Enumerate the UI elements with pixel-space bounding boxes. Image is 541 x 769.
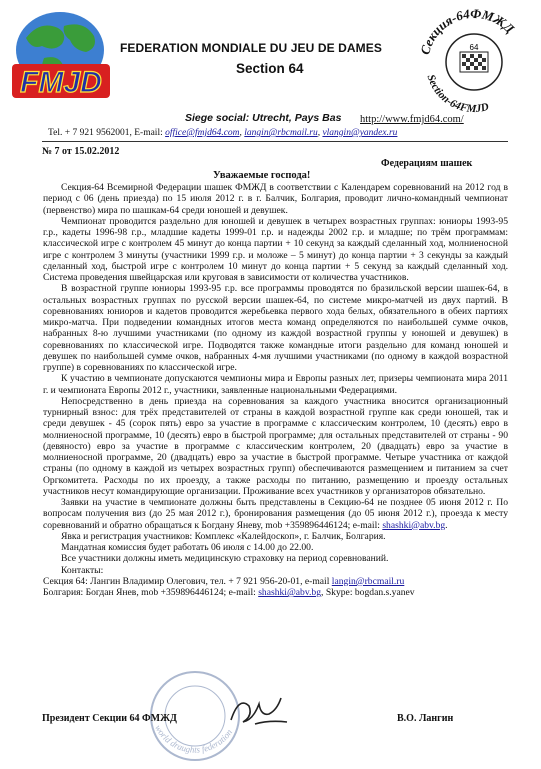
letter-body (43, 182, 508, 598)
contact-line-skype: , Skype: bogdan.s.yanev (321, 587, 415, 598)
siege-social: Siege social: Utrecht, Pays Bas (185, 112, 342, 124)
svg-text:Секция-64ФМЖД (417, 6, 518, 56)
website-link[interactable]: http://www.fmjd64.com/ (360, 114, 464, 125)
paragraph-text: Заявки на участие в чемпионате должны быть представлены в Секцию-64 не позднее 05 июня 2012 г. По вопросам получения виз (до 25 мая 2012 г.), бронирования размещения (до 05 июня 2012 г.), проезда к месту соревнований и обратно обращаться к Богдану Яневу, mob +359896446124; e-mail: (43, 497, 508, 531)
paragraph: Секция-64 Всемирной Федерации шашек ФМЖД в соответствии с Календарем соревнований на 2012 год в период с 06 (день приезда) по 15 июля 2012 г. в г. Балчик, Болгария, проводит лично-командный чемпионат (первенство) мира по шашкам-64 среди юношей и девушек. (43, 182, 508, 216)
paragraph: В возрастной группе юниоры 1993-95 г.р. все программы проводятся по бразильской версии шашек-64, в остальных возрастных группах по русской версии шашек-64, по системе микро-матчей из двух партий. В соревнованиях юниоров и кадетов проводится жеребьевка первого хода белых, обязательного в обеих партиях микро-матча. При подведении командных итогов места команд определяются по наибольшей сумме очков, набранных 8-ю лучшими участниками (по одному из каждой возрастной группы у юношей и девушек) в соревнованиях по классической игре. Подводятся также командные итоги раздельно для команд юношей и девушек по наибольшей сумме очков, набранных 4-мя лучшими участниками (по одному в каждой возрастной группе) в соревнованиях по классической игре. (43, 283, 508, 373)
contact-line-section (43, 576, 508, 587)
paragraph: Все участники должны иметь медицинскую страховку на период соревнований. (61, 553, 389, 565)
email-shashki-contact-link[interactable]: shashki@abv.bg (258, 587, 322, 598)
fmjd-logo (4, 8, 120, 108)
paragraph-applications (43, 497, 508, 531)
paragraph: К участию в чемпионате допускаются чемпионы мира и Европы разных лет, призеры чемпионата мира 2011 г. и чемпионата Европы 2012 г., участники, заявленные национальными Федерациями. (43, 373, 508, 396)
president-title: Президент Секции 64 ФМЖД (42, 713, 177, 724)
contact-tel: Tel. + 7 921 9562001, E-mail: (48, 128, 166, 138)
logo-letters: FMJD (20, 66, 102, 99)
section-title: Section 64 (236, 61, 304, 76)
seal-bottom-text: Section-64FMJD (424, 73, 491, 116)
stamp-text: world draughts federation (153, 723, 235, 755)
paragraph: Чемпионат проводится раздельно для юношей и девушек в четырех возрастных группах: юниоры 1993-95 г.р., кадеты 1996-98 г.р., младшие кадеты 1999-01 г.р. и надежды 2002 г.р. и младше; по трём программам: классической игре с контролем 45 минут до конца партии + 10 секунд за каждый сделанный ход, молниеносной игре с контролем 3 минуты (участники 1999 г.р. и моложе – 5 минут) до конца партии + 3 секунды за каждый сделанный ход, быстрой игре с контролем 10 минут до конца партии + 5 секунд за каждый сделанный ход. Система проведения швейцарская или круговая в зависимости от количества участников. (43, 215, 508, 283)
paragraph: Непосредственно в день приезда на соревнования за каждого участника вносится организационный турнирный взнос: для трёх представителей от страны в каждой возрастной группе как среди юношей, так и среди девушек - 45 (сорок пять) евро за участие в программе с классическим контролем, 10 (десять) евро в молниеносной программе, 10 (десять) евро в быстрой программе; для остальных представителей от страны - 90 (девяносто) евро за участие в программе с классическим контролем, 20 (двадцать) евро за участие в молниеносной программе, 20 (двадцать) евро за участие в быстрой программе. Четыре участника от каждой страны (по одному в каждой из четырех возрастных групп) обеспечиваются размещением и питанием за счет Оргкомитета. Расходы по их проезду, а также расходы по питанию, размещению и проезду остальных участников несут командирующие организации. Проживание всех участников у организаторов обязательно. (43, 395, 508, 497)
email-office-link[interactable]: office@fmjd64.com (165, 128, 240, 138)
signature-mark (225, 690, 295, 730)
email-langin-contact-link[interactable]: langin@rbcmail.ru (331, 575, 405, 587)
email-langin-link[interactable]: langin@rbcmail.ru (244, 128, 318, 138)
paragraph: Мандатная комиссия будет работать 06 июля с 14.00 до 22.00. (61, 542, 314, 553)
header-divider (42, 141, 508, 142)
signer-name: В.О. Лангин (397, 713, 454, 724)
svg-text:Section-64FMJD (425, 73, 491, 115)
recipient: Федерациям шашек (381, 158, 473, 169)
contact-line-bulgaria (43, 587, 508, 598)
org-title: FEDERATION MONDIALE DU JEU DE DAMES (120, 41, 382, 55)
contact-line-text: Секция 64: Лангин Владимир Олегович, тел. + 7 921 956-20-01, e-mail (43, 575, 332, 587)
email-vlangin-link[interactable]: vlangin@yandex.ru (322, 128, 398, 138)
paragraph-end: . (445, 519, 448, 531)
contact-line-text: Болгария: Богдан Янев, mob +359896446124; e-mail: (43, 587, 259, 598)
greeting: Уважаемые господа! (213, 170, 311, 181)
section64-seal (410, 6, 538, 118)
paragraph: Явка и регистрация участников: Комплекс «Калейдоскоп», г. Балчик, Болгария. (61, 530, 386, 542)
letter-number: № 7 от 15.02.2012 (42, 146, 120, 157)
paragraph: Контакты: (61, 564, 104, 576)
header-contacts: Tel. + 7 921 9562001, E-mail: office@fmjd64.com, langin@rbcmail.ru, vlangin@yandex.ru (48, 128, 398, 138)
seal-number: 64 (469, 43, 479, 52)
email-shashki-link[interactable]: shashki@abv.bg (382, 519, 446, 531)
seal-top-text: Секция-64ФМЖД (417, 6, 518, 57)
